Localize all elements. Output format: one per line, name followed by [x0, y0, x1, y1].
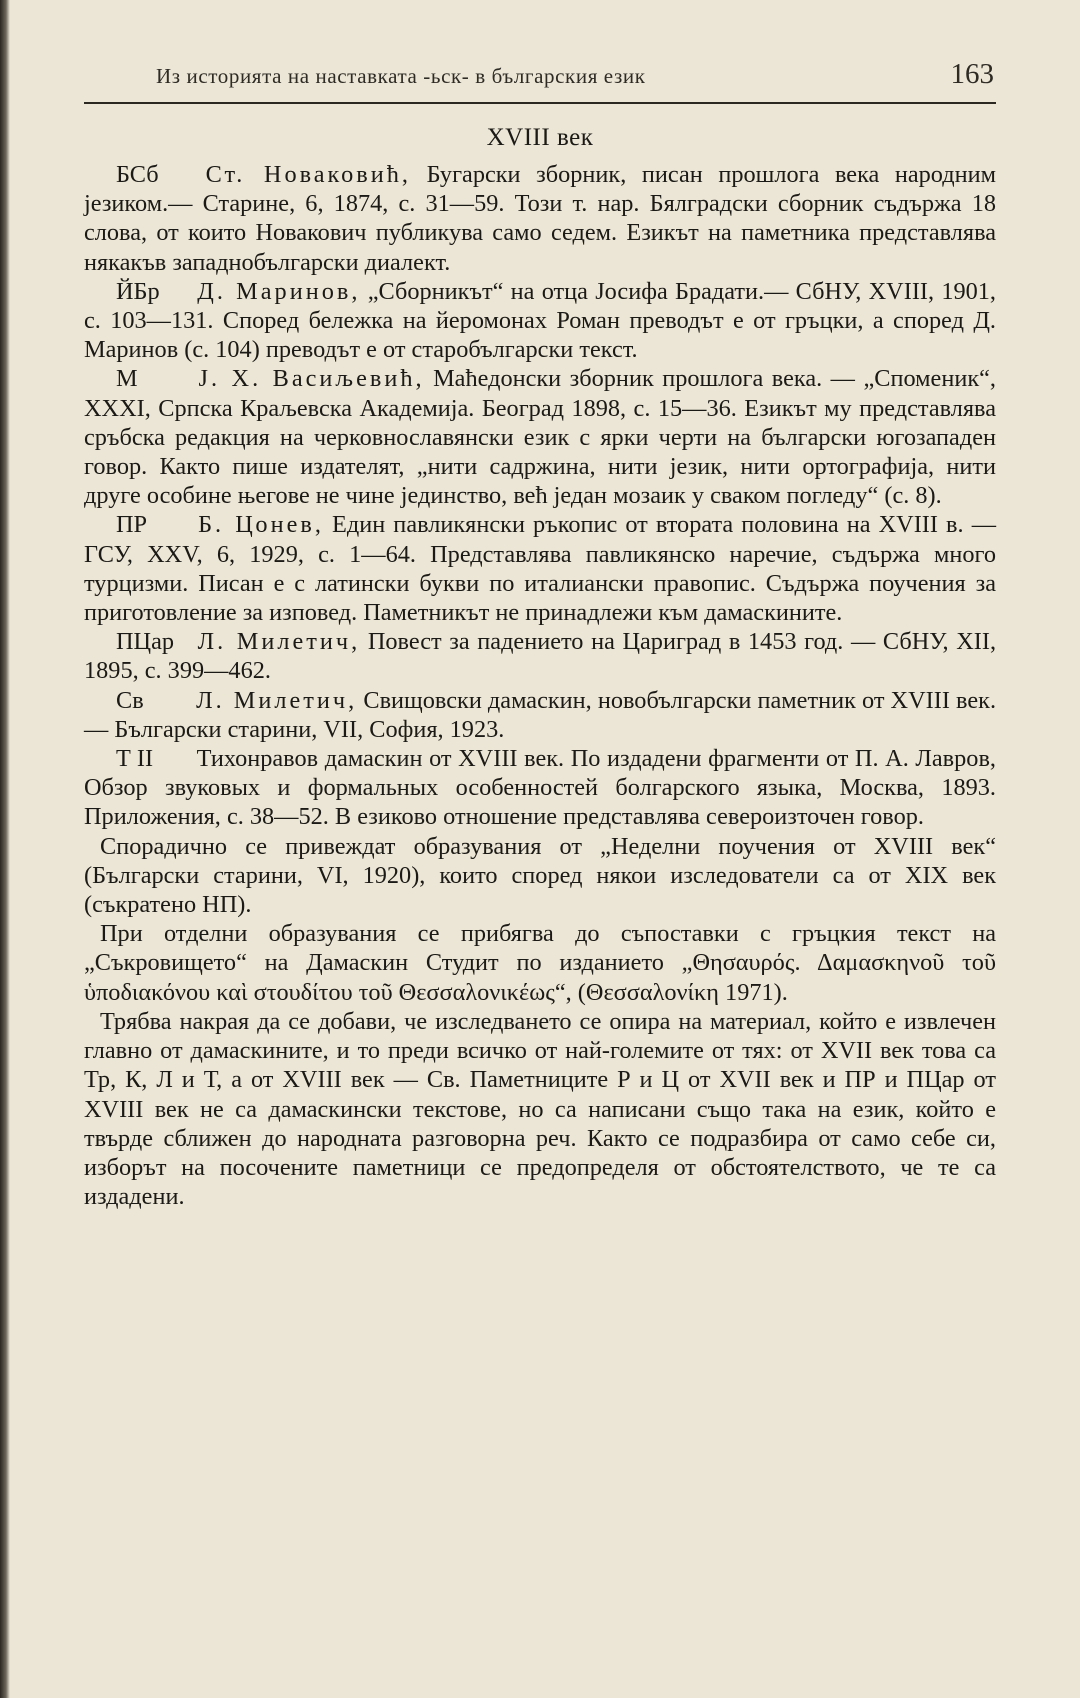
entry-author: Л. Милетич,: [196, 686, 358, 714]
bibliography-entry: [84, 744, 996, 832]
entry-abbreviation: Т II: [116, 745, 154, 773]
book-spine-shadow: [0, 0, 10, 1698]
body-paragraph: При отделни образувания се прибягва до съпоставки с гръцкия текст на „Съкровището“ на Дамаскин Студит по изданието „Θησαυρός. Δαμασκηνοῦ τοῦ ὑποδιακόνου καὶ στουδίτου τοῦ Θεσσαλονικέως“, (Θεσσαλονίκη 1971).: [84, 920, 996, 1006]
entry-abbreviation: Св: [116, 686, 144, 714]
entry-text: Бугарски зборник, писан прошлога века народним језиком.— Старине, 6, 1874, с. 31—59. Този т. нар. Бялградски сборник съдържа 18 слова, от които Новакович публикува само седем. Езикът на паметника представлява някакъв западнобългарски диалект.: [84, 161, 996, 276]
entry-text: Един павликянски ръкопис от втората половина на XVIII в. — ГСУ, XXV, 6, 1929, с. 1—64. Представлява павликянско наречие, съдържа много турцизми. Писан е с латински букви по италиански правопис. Съдържа поучения за приготовление за изповед. Паметникът не принадлежи към дамаскините.: [84, 511, 996, 627]
body-paragraph: Спорадично се привеждат образувания от „Неделни поучения от XVIII век“ (Български старини, VI, 1920), които според някои изследователи са от XIX век (съкратено НП).: [84, 832, 996, 919]
entry-text: Тихонравов дамаскин от XVIII век. По издадени фрагменти от П. А. Лавров, Обзор звуковых и формальных особенностей болгарского языка, Москва, 1893. Приложения, с. 38—52. В езиково отношение представлява североизточен говор.: [84, 745, 996, 831]
entry-abbreviation: БСб: [116, 161, 159, 188]
section-heading: XVIII век: [486, 124, 594, 151]
entry-abbreviation: ПР: [116, 511, 148, 539]
bibliography-entry: [84, 510, 996, 627]
entry-author: Б. Цонев,: [198, 511, 324, 539]
entry-text: Свищовски дамаскин, новобългарски паметник от XVIII век. — Български старини, VII, София, 1923.: [84, 686, 997, 743]
page-number: 163: [950, 58, 994, 90]
body-paragraph: Трябва накрая да се добави, че изследването се опира на материал, който е извлечен главно от дамаскините, и то преди всичко от най-големите от тях: от XVII век това са Тр, К, Л и Т, а от XVIII век — Св. Паметниците Р и Ц от XVII век и ПР и ПЦар от XVIII век не са дамаскински текстове, но са написани също така на език, който е твърде сближен до народната разговорна реч. Както се подразбира от само себе си, изборът на посочените паметници се предопределя от обстоятелството, че те са издадени.: [84, 1007, 996, 1211]
entry-author: Ст. Новаковић,: [205, 161, 411, 188]
entry-author: Л. Милетич,: [197, 628, 361, 656]
entry-text: „Сборникът“ на отца Јосифа Брадати.— СбНУ, XVIII, 1901, с. 103—131. Според бележка на йеромонах Роман преводът е от гръцки, а според Д. Маринов (с. 104) преводът е от старобългарски текст.: [84, 277, 996, 364]
entry-author: Д. Маринов,: [197, 277, 361, 305]
bibliography-entry: [84, 277, 996, 365]
running-title: Из историята на наставката -ьск- в българския език: [156, 64, 646, 88]
entry-text: Повест за падението на Цариград в 1453 год. — СбНУ, XII, 1895, с. 399—462.: [84, 628, 997, 685]
entry-author: Ј. Х. Васиљевић,: [198, 365, 425, 393]
entry-abbreviation: ПЦар: [116, 628, 175, 656]
bibliography-entry: [84, 160, 996, 277]
bibliography-entry: [84, 627, 996, 685]
running-head: [84, 58, 996, 104]
book-page: [84, 58, 996, 1211]
bibliography-entry: [84, 364, 996, 510]
entry-abbreviation: М: [116, 365, 138, 393]
entry-abbreviation: ЙБр: [116, 277, 160, 305]
bibliography-entry: [84, 686, 996, 744]
entry-text: Маћедонски зборник прошлога века. — „Споменик“, XXXI, Српска Краљевска Академија. Београд 1898, с. 15—36. Езикът му представлява сръбска редакция на черковнославянски език с ярки черти на български югозападен говор. Както пише издателят, „нити садржина, нити језик, нити ортографија, нити друге особине његове не чине јединство, већ један мозаик у сваком погледу“ (с. 8).: [84, 365, 996, 510]
